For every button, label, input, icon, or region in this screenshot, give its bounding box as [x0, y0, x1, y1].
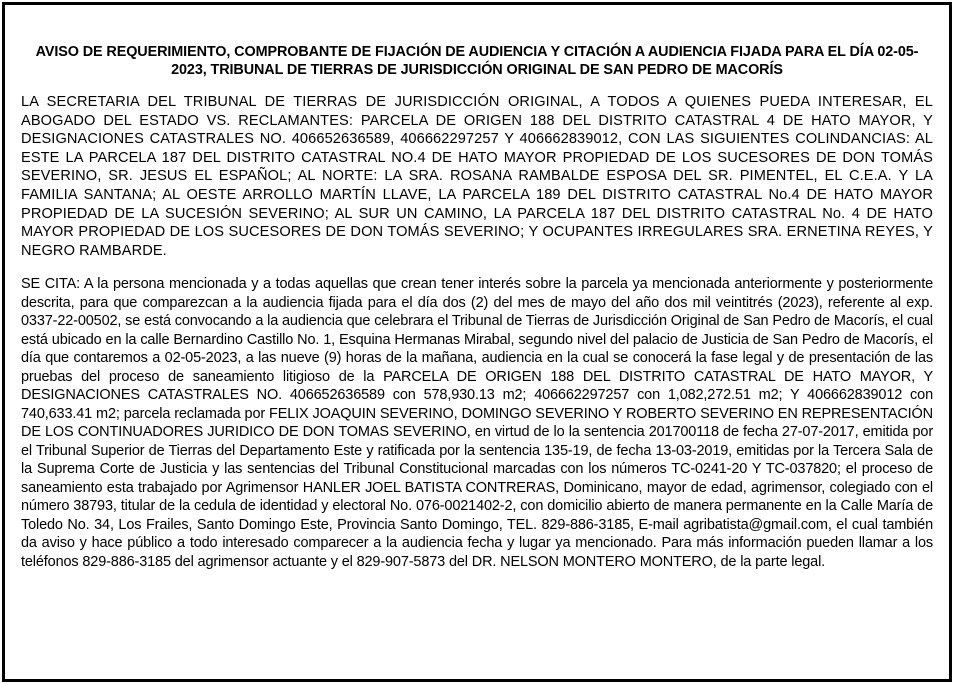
notice-content: [21, 43, 933, 571]
notice-paragraph-citation: SE CITA: A la persona mencionada y a todas aquellas que crean tener interés sobre la parcela ya mencionada anteriormente y posteriormente descrita, para que comparezcan a la audiencia fijada para el día dos (2) del mes de mayo del año dos mil veintitrés (2023), referente al exp. 0337-22-00502, se está convocando a la audiencia que celebrara el Tribunal de Tierras de Jurisdicción Original de San Pedro de Macorís, el cual está ubicado en la calle Bernardino Castillo No. 1, Esquina Hermanas Mirabal, segundo nivel del palacio de Justicia de San Pedro de Macorís, el día que contaremos a 02-05-2023, a las nueve (9) horas de la mañana, audiencia en la cual se conocerá la fase legal y de presentación de las pruebas del proceso de saneamiento litigioso de la PARCELA DE ORIGEN 188 DEL DISTRITO CATASTRAL DE HATO MAYOR, Y DESIGNACIONES CATASTRALES NO. 406652636589 con 578,930.13 m2; 406662297257 con 1,082,272.51 m2; Y 406662839012 con 740,633.41 m2; parcela reclamada por FELIX JOAQUIN SEVERINO, DOMINGO SEVERINO Y ROBERTO SEVERINO EN REPRESENTACIÓN DE LOS CONTINUADORES JURIDICO DE DON TOMAS SEVERINO, en virtud de lo la sentencia 201700118 de fecha 27-07-2017, emitida por el Tribunal Superior de Tierras del Departamento Este y ratificada por la sentencia 135-19, de fecha 13-03-2019, emitidas por la Tercera Sala de la Suprema Corte de Justicia y las sentencias del Tribunal Constitucional marcadas con los números TC-0241-20 Y TC-037820; el proceso de saneamiento esta trabajado por Agrimensor HANLER JOEL BATISTA CONTRERAS, Dominicano, mayor de edad, agrimensor, colegiado con el número 38793, titular de la cedula de identidad y electoral No. 076-0021402-2, con domicilio abierto de manera permanente en la Calle María de Toledo No. 34, Los Frailes, Santo Domingo Este, Provincia Santo Domingo, TEL. 829-886-3185, E-mail agribatista@gmail.com, el cual también da aviso y hace público a todo interesado comparecer a la audiencia fecha y lugar ya mencionado. Para más información pueden llamar a los teléfonos 829-886-3185 del agrimensor actuante y el 829-907-5873 del DR. NELSON MONTERO MONTERO, de la parte legal.: [21, 276, 933, 570]
notice-frame: [2, 2, 952, 682]
notice-paragraph-parcel-description: LA SECRETARIA DEL TRIBUNAL DE TIERRAS DE JURISDICCIÓN ORIGINAL, A TODOS A QUIENES PUEDA INTERESAR, EL ABOGADO DEL ESTADO VS. RECLAMANTES: PARCELA DE ORIGEN 188 DEL DISTRITO CATASTRAL 4 DE HATO MAYOR, Y DESIGNACIONES CATASTRALES NO. 406652636589, 406662297257 Y 406662839012, CON LAS SIGUIENTES COLINDANCIAS: AL ESTE LA PARCELA 187 DEL DISTRITO CATASTRAL NO.4 DE HATO MAYOR PROPIEDAD DE LOS SUCESORES DE DON TOMÁS SEVERINO, SR. JESUS EL ESPAÑOL; AL NORTE: LA SRA. ROSANA RAMBALDE ESPOSA DEL SR. PIMENTEL, EL C.E.A. Y LA FAMILIA SANTANA; AL OESTE ARROLLO MARTÍN LLAVE, LA PARCELA 189 DEL DISTRITO CATASTRAL No.4 DE HATO MAYOR PROPIEDAD DE LA SUCESIÓN SEVERINO; AL SUR UN CAMINO, LA PARCELA 187 DEL DISTRITO CATASTRAL No. 4 DE HATO MAYOR PROPIEDAD DE LOS SUCESORES DE DON TOMÁS SEVERINO; Y OCUPANTES IRREGULARES SRA. ERNETINA REYES, Y NEGRO RAMBARDE.: [21, 94, 933, 259]
notice-title: AVISO DE REQUERIMIENTO, COMPROBANTE DE FIJACIÓN DE AUDIENCIA Y CITACIÓN A AUDIENCIA FIJADA PARA EL DÍA 02-05-2023, TRIBUNAL DE TIERRAS DE JURISDICCIÓN ORIGINAL DE SAN PEDRO DE MACORÍS: [35, 44, 919, 78]
